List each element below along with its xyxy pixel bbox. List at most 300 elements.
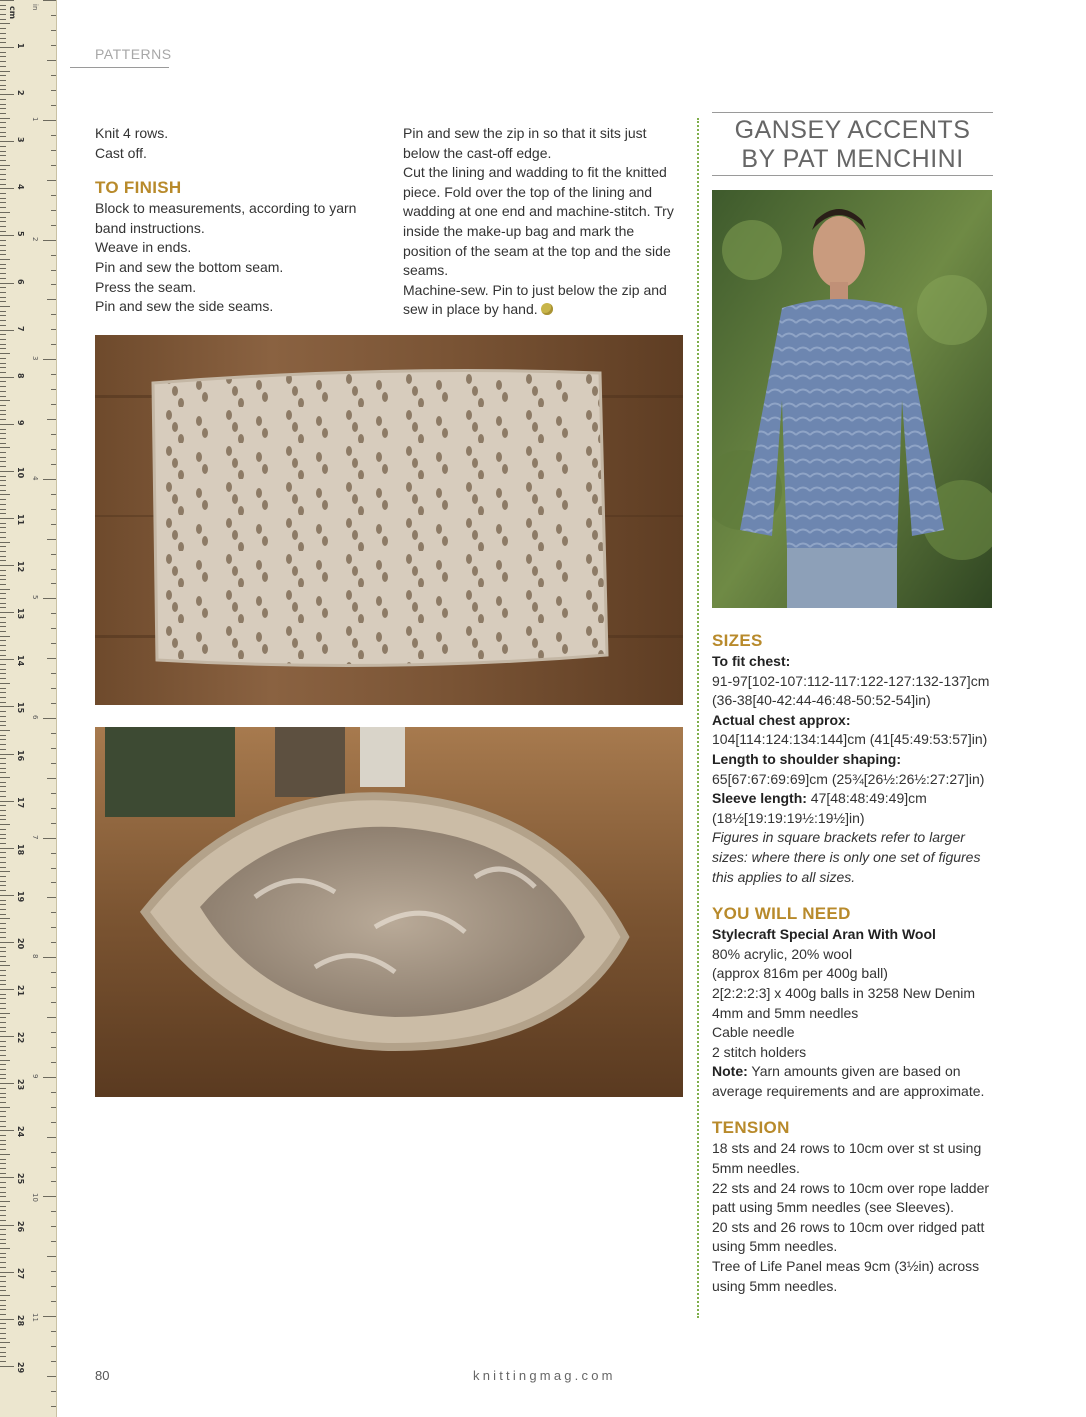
ruler-cm-label: 6 [16, 278, 25, 285]
ruler-tick [51, 434, 57, 435]
ruler-tick [0, 824, 10, 825]
ruler-tick [51, 942, 57, 943]
ruler-tick [0, 278, 6, 279]
ruler-tick [51, 135, 57, 136]
ruler-tick [43, 957, 57, 958]
ruler-tick [0, 857, 6, 858]
ruler-tick [51, 1062, 57, 1063]
ruler-tick [0, 1027, 6, 1028]
ruler-tick [0, 650, 6, 651]
text-line: Cast off. [95, 144, 147, 161]
pattern-title [712, 116, 993, 174]
ruler-tick [0, 513, 6, 514]
ruler-tick [0, 264, 6, 265]
text-column-1 [95, 124, 365, 317]
ruler-tick [0, 160, 6, 161]
ruler-tick [0, 377, 14, 378]
ruler-tick [0, 405, 6, 406]
ruler-cm-label: 7 [16, 325, 25, 332]
ruler-tick [0, 669, 6, 670]
text-line: Press the seam. [95, 278, 197, 295]
ruler-tick [0, 1126, 6, 1127]
ruler-cm-label: 17 [16, 796, 25, 808]
need-line: 4mm and 5mm needles [712, 1004, 859, 1021]
ruler-tick [0, 848, 14, 849]
ruler-tick [0, 1333, 6, 1334]
ruler-tick [0, 202, 6, 203]
ruler-tick [0, 786, 6, 787]
ruler-tick [0, 570, 6, 571]
ruler-tick [0, 1248, 10, 1249]
ruler-tick [0, 829, 6, 830]
ruler-tick [47, 1137, 57, 1138]
text-line: Cut the lining and wadding to fit the knitted piece. Fold over the top of the lining and wadding at one end and machine-stitch. Try inside the make-up bag and mark the position of the seam at the top and the side seams. [403, 164, 674, 279]
ruler-tick [51, 763, 57, 764]
ruler-tick [43, 1316, 57, 1317]
ruler-tick [0, 61, 6, 62]
ruler-cm-label: 16 [16, 749, 25, 761]
ruler-cm-label: 14 [16, 655, 25, 667]
ruler-tick [47, 1256, 57, 1257]
ruler-tick [0, 52, 6, 53]
site-url: knittingmag.com [473, 1368, 616, 1383]
ruler-tick [51, 509, 57, 510]
ruler-in-label: 4 [31, 475, 39, 481]
ruler-tick [0, 951, 6, 952]
ruler-tick [0, 363, 6, 364]
ruler-tick [0, 801, 14, 802]
ruler-tick [0, 1328, 6, 1329]
ruler-tick [51, 404, 57, 405]
ruler-tick [0, 509, 6, 510]
ruler-tick [0, 141, 14, 142]
ruler-tick [0, 678, 6, 679]
ruler-cm-label: 11 [16, 514, 25, 526]
ruler-tick [0, 198, 6, 199]
ruler-tick [0, 1041, 6, 1042]
ruler-tick [0, 315, 6, 316]
ruler-in-label: 7 [31, 834, 39, 840]
ruler-tick [51, 195, 57, 196]
ruler-tick [0, 527, 6, 528]
ruler-tick [0, 1338, 6, 1339]
ruler-tick [0, 339, 6, 340]
ruler-tick [0, 1286, 6, 1287]
ruler-tick [0, 1031, 6, 1032]
ruler-tick [51, 882, 57, 883]
ruler-tick [0, 1055, 6, 1056]
ruler-tick [0, 89, 6, 90]
ruler-tick [43, 1196, 57, 1197]
ruler-tick [0, 688, 6, 689]
ruler-tick [0, 989, 14, 990]
ruler-tick [0, 542, 10, 543]
side-ruler [0, 0, 57, 1417]
ruler-in-label: 10 [31, 1193, 39, 1203]
tension-line: 20 sts and 26 rows to 10cm over ridged patt using 5mm needles. [712, 1218, 985, 1255]
ruler-tick [0, 1154, 10, 1155]
sizes-note: Figures in square brackets refer to larger sizes: where there is only one set of figures this applies to all sizes. [712, 829, 981, 885]
ruler-tick [0, 424, 14, 425]
ruler-tick [0, 179, 6, 180]
ruler-tick [0, 900, 6, 901]
ruler-tick [0, 735, 6, 736]
ruler-tick [51, 688, 57, 689]
ruler-in-label: 3 [31, 356, 39, 361]
ruler-tick [0, 75, 6, 76]
ruler-tick [0, 1078, 6, 1079]
ruler-tick [0, 1319, 14, 1320]
ruler-tick [0, 320, 6, 321]
ruler-tick [0, 556, 6, 557]
text-line: Pin and sew the bottom seam. [95, 258, 284, 275]
ruler-tick [0, 1163, 6, 1164]
ruler-tick [0, 301, 6, 302]
ruler-tick [0, 1149, 6, 1150]
ruler-tick [0, 607, 6, 608]
text-line-content: Machine-sew. Pin to just below the zip and sew in place by hand. [403, 281, 667, 318]
ruler-tick [0, 358, 6, 359]
ruler-tick [0, 1281, 6, 1282]
ruler-tick [51, 1211, 57, 1212]
ruler-tick [0, 947, 6, 948]
ruler-tick [51, 329, 57, 330]
ruler-tick [0, 994, 6, 995]
ruler-tick [51, 823, 57, 824]
ruler-tick [0, 47, 14, 48]
sleeve-label: Sleeve length: [712, 790, 807, 807]
ruler-tick [0, 965, 10, 966]
pattern-title-line-1: GANSEY ACCENTS [734, 116, 971, 144]
ruler-tick [51, 314, 57, 315]
ruler-tick [0, 391, 6, 392]
ruler-tick [0, 292, 6, 293]
tension-line: Tree of Life Panel meas 9cm (3½in) across using 5mm needles. [712, 1258, 980, 1294]
ruler-tick [0, 1210, 6, 1211]
ruler-tick [0, 122, 6, 123]
ruler-tick [0, 645, 6, 646]
ruler-tick [51, 374, 57, 375]
ruler-tick [51, 255, 57, 256]
ruler-tick [0, 1295, 10, 1296]
ruler-tick [0, 721, 6, 722]
ruler-tick [0, 433, 6, 434]
open-pouch-with-lining-photo [95, 727, 683, 1097]
actual-chest-label: Actual chest approx: [712, 711, 851, 728]
ruler-tick [0, 56, 6, 57]
ruler-tick [0, 367, 6, 368]
ruler-tick [0, 174, 6, 175]
ruler-cm-label: 10 [16, 466, 25, 479]
ruler-tick [0, 565, 14, 566]
ruler-tick [51, 1047, 57, 1048]
ruler-tick [0, 132, 6, 133]
ruler-tick [0, 805, 6, 806]
ruler-tick [0, 1083, 14, 1084]
ruler-tick [0, 1342, 10, 1343]
ruler-tick [0, 71, 10, 72]
ruler-tick [0, 1352, 6, 1353]
ruler-in-label: 8 [31, 954, 39, 959]
ruler-tick [51, 1152, 57, 1153]
ruler-tick [0, 1262, 6, 1263]
ruler-tick [0, 1356, 6, 1357]
ruler-tick [0, 184, 6, 185]
ruler-tick [0, 890, 6, 891]
ruler-tick [0, 1130, 14, 1131]
ruler-tick [0, 706, 14, 707]
ruler-tick [51, 210, 57, 211]
ruler-tick [0, 499, 6, 500]
ruler-tick [0, 758, 6, 759]
ruler-tick [0, 372, 6, 373]
ruler-tick [0, 664, 6, 665]
ruler-tick [47, 897, 57, 898]
ruler-tick [0, 575, 6, 576]
ruler-tick [0, 226, 6, 227]
ruler-tick [0, 80, 6, 81]
ruler-tick [47, 539, 57, 540]
text-column-2 [403, 124, 681, 320]
ruler-cm-label: 23 [16, 1079, 25, 1091]
ruler-tick [0, 1366, 14, 1367]
ruler-tick [51, 1092, 57, 1093]
ruler-tick [0, 1234, 6, 1235]
ruler-tick [0, 852, 6, 853]
ruler-cm-label: 13 [16, 608, 25, 620]
ruler-tick [0, 683, 10, 684]
you-will-need-heading: YOU WILL NEED [712, 904, 851, 924]
ruler-tick [0, 471, 14, 472]
text-line: Weave in ends. [95, 239, 192, 256]
ruler-cm-label: 1 [16, 43, 25, 49]
ruler-tick [0, 980, 6, 981]
ruler-tick [0, 970, 6, 971]
ruler-tick [0, 221, 6, 222]
ruler-tick [0, 815, 6, 816]
tension-line: 18 sts and 24 rows to 10cm over st st using 5mm needles. [712, 1140, 982, 1177]
ruler-tick [51, 30, 57, 31]
ruler-tick [0, 998, 6, 999]
ruler-tick [47, 658, 57, 659]
ruler-tick [0, 504, 6, 505]
ruler-tick [43, 718, 57, 719]
ruler-tick [0, 518, 14, 519]
ruler-tick [0, 429, 6, 430]
ruler-tick [0, 38, 6, 39]
ruler-tick [0, 984, 6, 985]
ruler-tick [0, 603, 6, 604]
ruler-tick [0, 1215, 6, 1216]
need-line: 80% acrylic, 20% wool [712, 945, 853, 962]
ruler-tick [51, 1286, 57, 1287]
ruler-tick [0, 749, 6, 750]
ruler-tick [0, 1201, 10, 1202]
ruler-tick [0, 914, 6, 915]
ruler-tick [0, 702, 6, 703]
ruler-in-label: 6 [31, 715, 39, 720]
ruler-tick [0, 754, 14, 755]
ruler-tick [0, 772, 6, 773]
ruler-tick [0, 777, 10, 778]
ruler-tick [0, 1314, 6, 1315]
ruler-tick [0, 108, 6, 109]
ruler-tick [0, 1022, 6, 1023]
ruler-tick [0, 466, 6, 467]
header-rule [70, 67, 169, 68]
ruler-tick [0, 1144, 6, 1145]
ruler-tick [0, 457, 6, 458]
ruler-tick [0, 1064, 6, 1065]
ruler-tick [43, 1077, 57, 1078]
ruler-cm-label: 2 [16, 90, 25, 96]
ruler-tick [51, 972, 57, 973]
sleeve-value: 47[48:48:49:49]cm (18½[19:19:19½:19½]in) [712, 790, 927, 826]
ruler-tick [51, 554, 57, 555]
ruler-tick [0, 438, 6, 439]
ruler-tick [0, 909, 6, 910]
ruler-tick [0, 245, 6, 246]
ruler-tick [0, 584, 6, 585]
ruler-tick [47, 60, 57, 61]
ruler-tick [0, 1243, 6, 1244]
ruler-tick [43, 120, 57, 121]
ruler-tick [0, 287, 6, 288]
ruler-tick [0, 537, 6, 538]
ruler-tick [0, 113, 6, 114]
ruler-tick [51, 494, 57, 495]
ruler-tick [0, 937, 6, 938]
ruler-tick [0, 104, 6, 105]
ruler-tick [0, 1116, 6, 1117]
ruler-tick [0, 697, 6, 698]
ruler-tick [0, 311, 6, 312]
ruler-tick [0, 1168, 6, 1169]
ruler-tick [0, 1187, 6, 1188]
ruler-tick [0, 1229, 6, 1230]
ruler-tick [0, 1253, 6, 1254]
ruler-tick [0, 235, 14, 236]
title-rule-top [712, 112, 993, 113]
ruler-tick [51, 643, 57, 644]
length-value: 65[67:67:69:69]cm (25¾[26½:26½:27:27]in) [712, 770, 985, 787]
ruler-tick [0, 344, 6, 345]
ruler-tick [0, 330, 14, 331]
ruler-tick [51, 105, 57, 106]
ruler-tick [43, 0, 57, 1]
ruler-tick [0, 1206, 6, 1207]
ruler-tick [0, 212, 10, 213]
ruler-tick [0, 1305, 6, 1306]
ruler-tick [51, 1331, 57, 1332]
text-line: Block to measurements, according to yarn band instructions. [95, 200, 357, 236]
ruler-tick [0, 33, 6, 34]
ruler-tick [0, 876, 6, 877]
ruler-tick [51, 1032, 57, 1033]
ruler-tick [51, 1241, 57, 1242]
ruler-tick [47, 778, 57, 779]
ruler-tick [0, 494, 10, 495]
ruler-tick [43, 359, 57, 360]
ruler-tick [0, 1239, 6, 1240]
ruler-tick [0, 419, 6, 420]
ruler-tick [0, 1107, 10, 1108]
ruler-tick [0, 895, 14, 896]
ruler-tick [0, 1140, 6, 1141]
ruler-tick [0, 306, 10, 307]
fit-chest-value: 91-97[102-107:112-117:122-127:132-137]cm (36-38[40-42:44-46:48-50:52-54]in) [712, 672, 990, 709]
ruler-cm-label: 25 [16, 1173, 25, 1185]
note-label: Note: [712, 1063, 748, 1080]
ruler-tick [51, 270, 57, 271]
ruler-tick [0, 490, 6, 491]
ruler-tick [0, 254, 6, 255]
ruler-tick [51, 853, 57, 854]
ruler-tick [0, 622, 6, 623]
note-text: Yarn amounts given are based on average requirements and are approximate. [712, 1063, 985, 1099]
ruler-tick [0, 862, 6, 863]
ruler-tick [51, 165, 57, 166]
ruler-tick [0, 1196, 6, 1197]
ruler-cm-unit: cm [8, 6, 17, 20]
ruler-tick [0, 631, 6, 632]
ruler-tick [51, 1107, 57, 1108]
ruler-tick [0, 659, 14, 660]
ruler-tick [51, 45, 57, 46]
ruler-tick [0, 725, 6, 726]
ruler-tick [0, 593, 6, 594]
ruler-tick [0, 1361, 6, 1362]
ruler-tick [47, 299, 57, 300]
need-line: 2[2:2:2:3] x 400g balls in 3258 New Denim [712, 984, 976, 1001]
text-line: Pin and sew the zip in so that it sits just below the cast-off edge. [403, 125, 647, 161]
ruler-tick [51, 628, 57, 629]
ruler-tick [0, 99, 6, 100]
pattern-title-line-2: BY PAT MENCHINI [741, 145, 964, 173]
ruler-tick [0, 480, 6, 481]
ruler-tick [0, 485, 6, 486]
ruler-tick [51, 90, 57, 91]
ruler-tick [0, 1093, 6, 1094]
need-line: Cable needle [712, 1024, 795, 1041]
ruler-tick [0, 975, 6, 976]
ruler-tick [0, 867, 6, 868]
ruler-tick [0, 834, 6, 835]
ruler-tick [0, 1088, 6, 1089]
ruler-tick [0, 169, 6, 170]
yarn-name: Stylecraft Special Aran With Wool [712, 926, 936, 943]
length-label: Length to shoulder shaping: [712, 750, 901, 767]
ruler-tick [0, 1309, 6, 1310]
ruler-tick [0, 151, 6, 152]
ruler-tick [51, 524, 57, 525]
ruler-tick [0, 1276, 6, 1277]
ruler-tick [0, 1347, 6, 1348]
ruler-tick [0, 1102, 6, 1103]
ruler-tick [51, 344, 57, 345]
tension-line: 22 sts and 24 rows to 10cm over rope ladder patt using 5mm needles (see Sleeves). [712, 1179, 990, 1216]
page-number: 80 [95, 1368, 110, 1383]
ruler-cm-label: 27 [16, 1267, 25, 1279]
ruler-tick [51, 284, 57, 285]
ruler-tick [51, 1361, 57, 1362]
ruler-tick [0, 768, 6, 769]
ruler-tick [0, 1177, 14, 1178]
ruler-cm-label: 24 [16, 1126, 25, 1138]
ruler-tick [0, 1074, 6, 1075]
ruler-tick [0, 447, 10, 448]
ruler-tick [0, 612, 14, 613]
